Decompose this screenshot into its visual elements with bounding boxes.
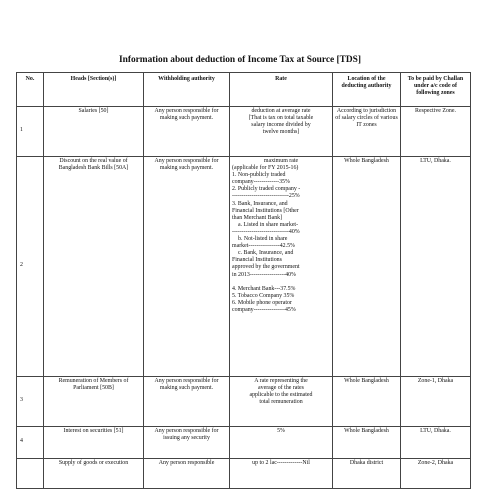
row-rate [230, 427, 333, 459]
row-number [17, 459, 44, 489]
row-head: Remuneration of Members of Parliament [50B] [44, 377, 144, 427]
column-header-location: Location of the deducting authority [333, 73, 401, 107]
rate-line: 6. Mobile phone operator [232, 299, 292, 306]
row-location: Whole Bangladesh [333, 377, 401, 427]
row-location: Whole Bangladesh [333, 157, 401, 377]
rate-spacer [232, 279, 330, 286]
rate-line: than Merchant Bank] [232, 214, 283, 221]
rate-line: up to 2 lac-------------Nil [252, 460, 310, 466]
row-zone: Zone-2, Dhaka [401, 459, 471, 489]
rate-line: maximum rate [263, 158, 299, 164]
rate-line: total remuneration [259, 399, 303, 406]
rate-line: applicable to the estimated [249, 392, 313, 399]
column-header-no: No. [17, 73, 44, 107]
rate-line: 1. Non-publicly traded [232, 172, 286, 179]
document-title: Information about deduction of Income Tax at Source [TDS] [118, 55, 362, 65]
column-header-challan-zone: To be paid by Challan under a/c code of following zones [401, 73, 471, 107]
table-row [17, 459, 471, 489]
rate-line: A rate representing the [254, 378, 308, 384]
rate-line: 2. Publicly traded company - [232, 186, 301, 193]
rate-line: company-------------35% [232, 179, 290, 186]
row-authority: Any person responsible for issuing any security [144, 427, 230, 459]
row-location: Whole Bangladesh [333, 427, 401, 459]
row-zone: LTU, Dhaka. [401, 157, 471, 377]
rate-line: 5% [277, 428, 285, 434]
row-zone: LTU, Dhaka. [401, 427, 471, 459]
row-authority: Any person responsible for making such payment. [144, 107, 230, 157]
row-location: Dhaka district [333, 459, 401, 489]
rate-line: deduction at average rate [251, 108, 311, 114]
rate-line: b. Not-listed in share [238, 236, 288, 243]
row-head: Discount on the real value of Bangladesh Bank Bills [50A] [44, 157, 144, 377]
rate-line: twelve months] [262, 129, 300, 136]
table-header-row [17, 73, 471, 107]
rate-line: a. Listed in share market- [238, 221, 299, 228]
row-number: 3 [17, 377, 44, 427]
tds-table [16, 72, 471, 489]
row-head: Interest on securities [51] [44, 427, 144, 459]
table-row [17, 157, 471, 377]
row-number: 4 [17, 427, 44, 459]
row-zone: Respective Zone. [401, 107, 471, 157]
rate-line: company----------------45% [232, 306, 296, 313]
rate-line: average of the rates [258, 385, 304, 392]
column-header-withholding-authority: Withholding authority [144, 73, 230, 107]
rate-line: c. Bank, Insurance, and [238, 250, 294, 257]
row-number: 1 [17, 107, 44, 157]
rate-line: (applicable for FY 2015-16) [232, 165, 299, 172]
row-zone: Zone-1, Dhaka [401, 377, 471, 427]
rate-line: -----------------------------25% [232, 193, 300, 200]
table-row [17, 377, 471, 427]
row-rate [230, 459, 333, 489]
row-head: Supply of goods or execution [44, 459, 144, 489]
row-rate [230, 107, 333, 157]
row-authority: Any person responsible for making such payment. [144, 377, 230, 427]
rate-line: market----------------42.5% [232, 243, 295, 250]
rate-line: Financial Institutions [232, 257, 282, 264]
table-row [17, 427, 471, 459]
table-row [17, 107, 471, 157]
row-authority: Any person responsible [144, 459, 230, 489]
rate-line: approved by the government [232, 264, 300, 271]
row-authority: Any person responsible for making such payment. [144, 157, 230, 377]
row-location: According to jurisdiction of salary circles of various IT zones [333, 107, 401, 157]
rate-line: 5. Tobacco Company 35% [232, 292, 295, 299]
column-header-heads: Heads [Section(s)] [44, 73, 144, 107]
rate-line: 3. Bank, Insurance, and [232, 200, 288, 207]
rate-line: 4. Merchant Bank---37.5% [232, 285, 296, 292]
rate-line: salary income divided by [251, 122, 311, 129]
rate-line: Financial Institutions [Other [232, 207, 299, 214]
row-rate [230, 377, 333, 427]
row-number: 2 [17, 157, 44, 377]
row-rate [230, 157, 333, 377]
rate-line: in 2013------------------40% [232, 271, 296, 278]
row-head: Salaries [50] [44, 107, 144, 157]
rate-line: -----------------------------40% [232, 228, 300, 235]
rate-line: [That is tax on total taxable [248, 115, 314, 122]
column-header-rate: Rate [230, 73, 333, 107]
